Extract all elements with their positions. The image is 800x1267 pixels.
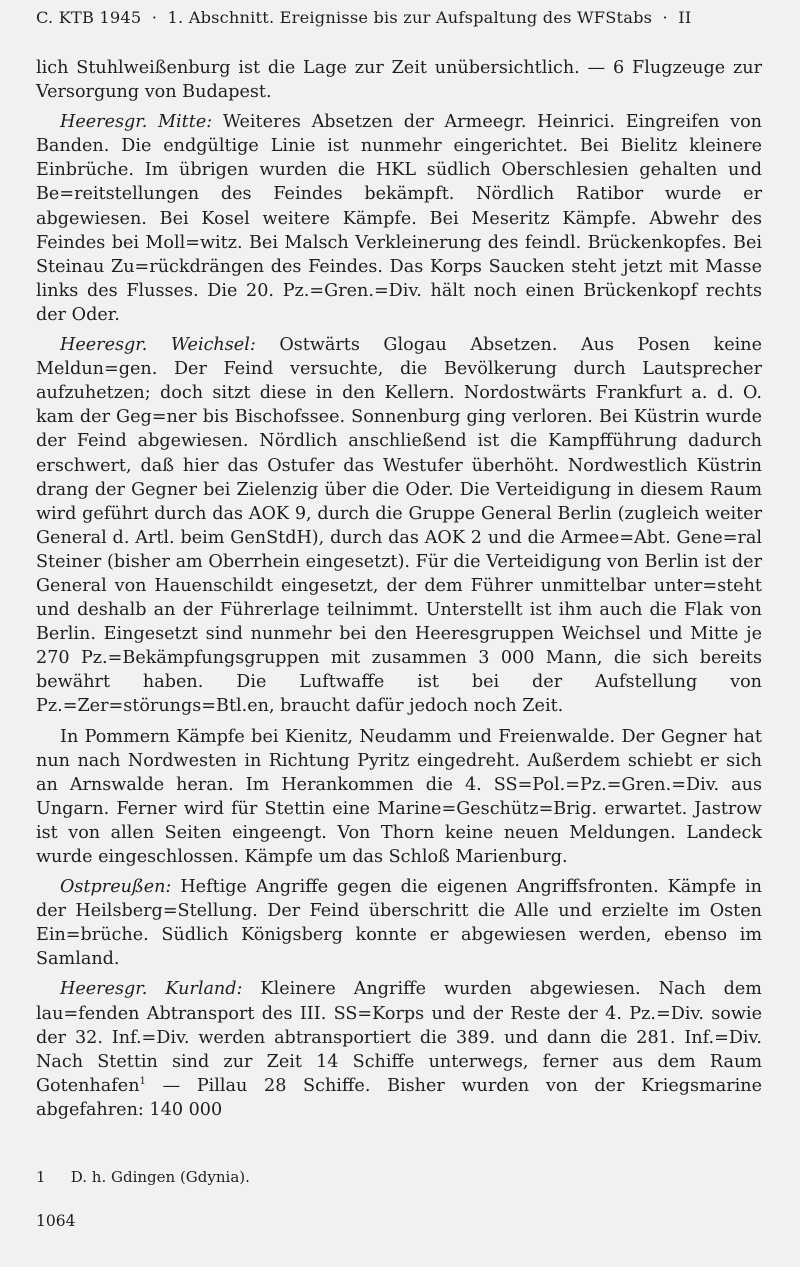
- paragraph-label: Heeresgr. Kurland:: [60, 979, 243, 1000]
- running-head-part: II: [678, 8, 692, 27]
- paragraph-heeresgruppe-weichsel: [36, 333, 762, 719]
- body-text: [36, 56, 762, 1128]
- paragraph-label: Heeresgr. Weichsel:: [60, 335, 256, 356]
- paragraph-text: Ostwärts Glogau Absetzen. Aus Posen keine Meldun=gen. Der Feind versuchte, die Bevölkerung durch Lautsprecher aufzuhetzen; doch sitzt diese in den Kellern. Nordostwärts Frankfurt a. d. O. kam der Geg=ner bis Bischofssee. Sonnenburg ging verloren. Bei Küstrin wurde der Feind abgewiesen. Nördlich anschließend ist die Kampfführung dadurch erschwert, daß hier das Ostufer das Westufer überhöht. Nordwestlich Küstrin drang der Gegner bei Zielenzig über die Oder. Die Verteidigung in diesem Raum wird geführt durch das AOK 9, durch die Gruppe General Berlin (zugleich weiter General d. Artl. beim GenStdH), durch das AOK 2 und die Armee=Abt. Gene=ral Steiner (bisher am Oberrhein eingesetzt). Für die Verteidigung von Berlin ist der General von Hauenschildt eingesetzt, der dem Führer unmittelbar unter=steht und deshalb an der Führerlage teilnimmt. Unterstellt ist ihm auch die Flak von Berlin. Eingesetzt sind nunmehr bei den Heeresgruppen Weichsel und Mitte je 270 Pz.=Bekämpfungsgruppen mit zusammen 3 000 Mann, die sich bereits bewährt haben. Die Luftwaffe ist bei der Aufstellung von Pz.=Zer=störungs=Btl.en, braucht dafür jedoch noch Zeit.: [36, 335, 763, 717]
- paragraph-label: Heeresgr. Mitte:: [60, 112, 213, 133]
- paragraph-text-continued: — Pillau 28 Schiffe. Bisher wurden von der Kriegsmarine abgefahren: 140 000: [36, 1075, 762, 1120]
- paragraph-pommern: [36, 725, 762, 870]
- footnote: [36, 1168, 250, 1186]
- paragraph-text: In Pommern Kämpfe bei Kienitz, Neudamm und Freienwalde. Der Gegner hat nun nach Nordwesten in Richtung Pyritz eingedreht. Außerdem schiebt er sich an Arnswalde heran. Im Herankommen die 4. SS=Pol.=Pz.=Gren.=Div. aus Ungarn. Ferner wird für Stettin eine Marine=Geschütz=Brig. erwartet. Jastrow ist von allen Seiten eingeengt. Von Thorn keine neuen Meldungen. Landeck wurde eingeschlossen. Kämpfe um das Schloß Marienburg.: [36, 726, 762, 867]
- running-head-section: 1. Abschnitt. Ereignisse bis zur Aufspaltung des WFStabs: [167, 8, 653, 27]
- running-head: [36, 8, 691, 27]
- running-head-title: C. KTB 1945: [36, 8, 142, 27]
- paragraph-heeresgruppe-mitte: [36, 110, 762, 327]
- paragraph-heeresgruppe-kurland: [36, 977, 762, 1122]
- paragraph-label: Ostpreußen:: [60, 877, 172, 898]
- paragraph-text: Heftige Angriffe gegen die eigenen Angriffsfronten. Kämpfe in der Heilsberg=Stellung. Der Feind überschritt die Alle und erzielte im Osten Ein=brüche. Südlich Königsberg konnte er abgewiesen werden, ebenso im Samland.: [36, 877, 763, 970]
- paragraph-text: Weiteres Absetzen der Armeegr. Heinrici. Eingreifen von Banden. Die endgültige Linie ist nunmehr eingerichtet. Bei Bielitz kleinere Einbrüche. Im übrigen wurden die HKL südlich Oberschlesien gehalten und Be=reitstellungen des Feindes bekämpft. Nördlich Ratibor wurde er abgewiesen. Bei Kosel weitere Kämpfe. Bei Meseritz Kämpfe. Abwehr des Feindes bei Moll=witz. Bei Malsch Verkleinerung des feindl. Brückenkopfes. Bei Steinau Zu=rückdrängen des Feindes. Das Korps Saucken steht jetzt mit Masse links des Flusses. Die 20. Pz.=Gren.=Div. hält noch einen Brückenkopf rechts der Oder.: [36, 112, 763, 325]
- paragraph-text: Kleinere Angriffe wurden abgewiesen. Nach dem lau=fenden Abtransport des III. SS=Korps und der Reste der 4. Pz.=Div. sowie der 32. Inf.=Div. werden abtransportiert die 389. und dann die 281. Inf.=Div. Nach Stettin sind zur Zeit 14 Schiffe unterwegs, ferner aus dem Raum Gotenhafen: [36, 979, 762, 1096]
- paragraph-ostpreussen: [36, 875, 762, 971]
- footnote-reference: 1: [139, 1075, 146, 1087]
- running-head-separator: ·: [151, 8, 158, 27]
- paragraph-text: lich Stuhlweißenburg ist die Lage zur Zeit unübersichtlich. — 6 Flugzeuge zur Versorgung von Budapest.: [36, 58, 762, 103]
- footnote-number: 1: [36, 1168, 46, 1186]
- paragraph: [36, 56, 762, 104]
- footnote-text: D. h. Gdingen (Gdynia).: [70, 1168, 250, 1186]
- running-head-separator: ·: [662, 8, 668, 27]
- page-number: 1064: [36, 1212, 76, 1230]
